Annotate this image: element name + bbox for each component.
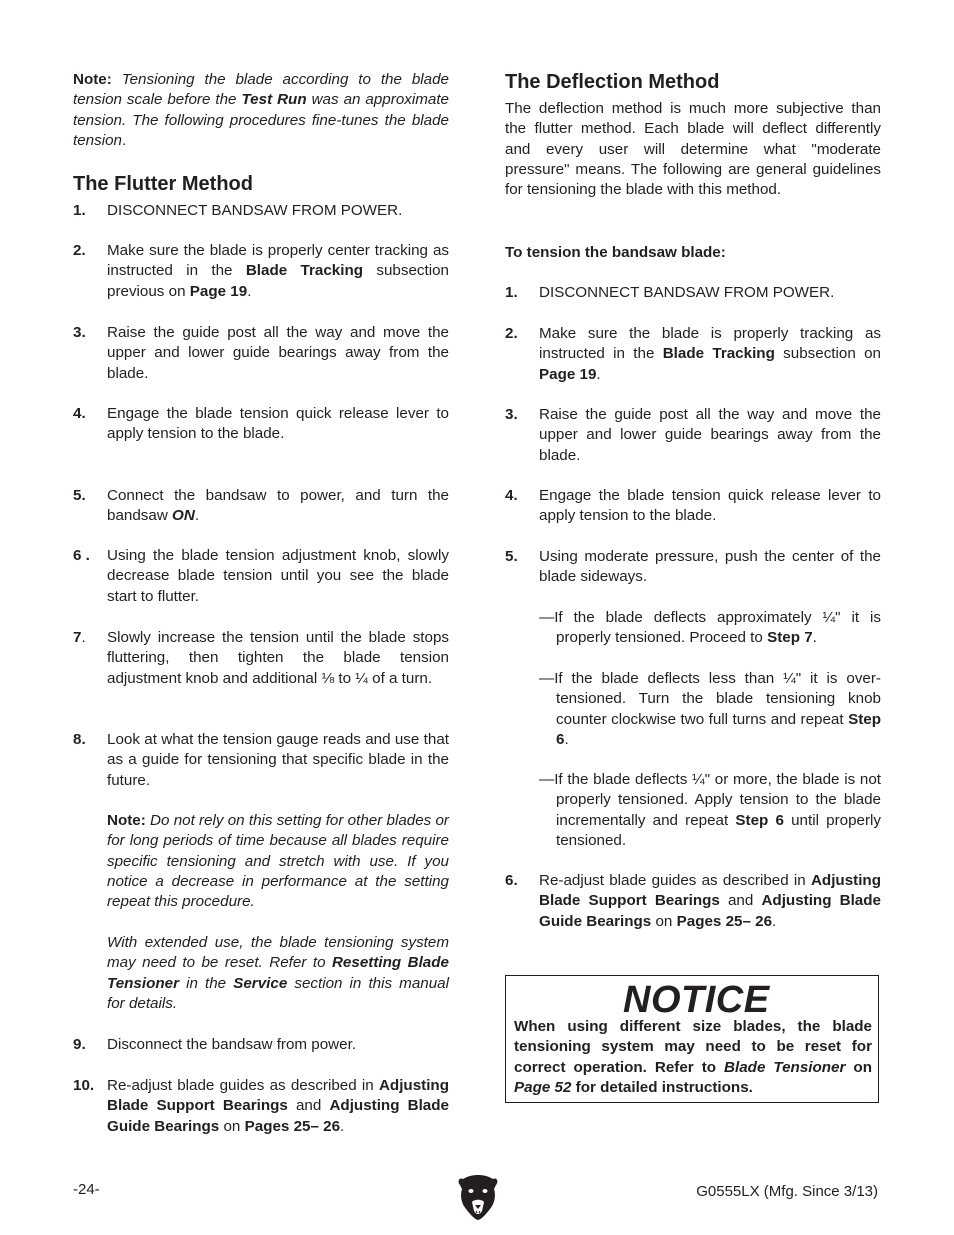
intro-note: Note: Tensioning the blade according to the blade tension scale before the Test Run was an approximate tension. The following procedures fine-tunes the blade tension. xyxy=(73,71,449,149)
notice-title: NOTICE xyxy=(623,979,770,1021)
model-info: G0555LX (Mfg. Since 3/13) xyxy=(696,1183,878,1200)
deflection-intro: The deflection method is much more subjective than the flutter method. Each blade will deflect differently and every user will determine what "moderate pressure" means. The following are general guidelines for tensioning the blade with this method. xyxy=(505,100,881,199)
deflection-case-1: —If the blade deflects approximately ¼" it is properly tensioned. Proceed to Step 7. xyxy=(539,609,881,647)
page-number: -24- xyxy=(73,1181,100,1198)
notice-text: When using different size blades, the blade tensioning system may need to be reset for correct operation. Refer to Blade Tensioner on Page 52 for detailed instructions. xyxy=(514,1018,872,1096)
step8-note: Note: Do not rely on this setting for other blades or for long periods of time because all blades require specific tensioning and stretch with use. If you notice a decrease in performance at the setting repeat this procedure. xyxy=(107,812,449,911)
flutter-heading: The Flutter Method xyxy=(73,173,253,195)
note-text: was an approximate tension. The following procedures fine-tunes the blade tension xyxy=(73,91,449,149)
step8-extended-note: With extended use, the blade tensioning system may need to be reset. Refer to Resetting Blade Tensioner in the Service section in this manual for details. xyxy=(107,934,449,1012)
note-bold: Test Run xyxy=(241,91,307,109)
deflection-case-2: —If the blade deflects less than ¼" it is over-tensioned. Turn the blade tensioning knob counter clockwise two full turns and repeat Step 6. xyxy=(539,670,881,748)
deflection-case-3: —If the blade deflects ¼" or more, the blade is not properly tensioned. Apply tension to the blade incrementally and repeat Step 6 until properly tensioned. xyxy=(539,771,881,849)
deflection-heading: The Deflection Method xyxy=(505,71,720,93)
bear-head-icon xyxy=(457,1175,499,1221)
note-label: Note: xyxy=(73,71,112,88)
note-text: Tensioning the blade according to the blade tension scale before the xyxy=(73,71,449,109)
deflection-subheading: To tension the bandsaw blade: xyxy=(505,244,726,261)
notice-box xyxy=(505,975,879,1103)
